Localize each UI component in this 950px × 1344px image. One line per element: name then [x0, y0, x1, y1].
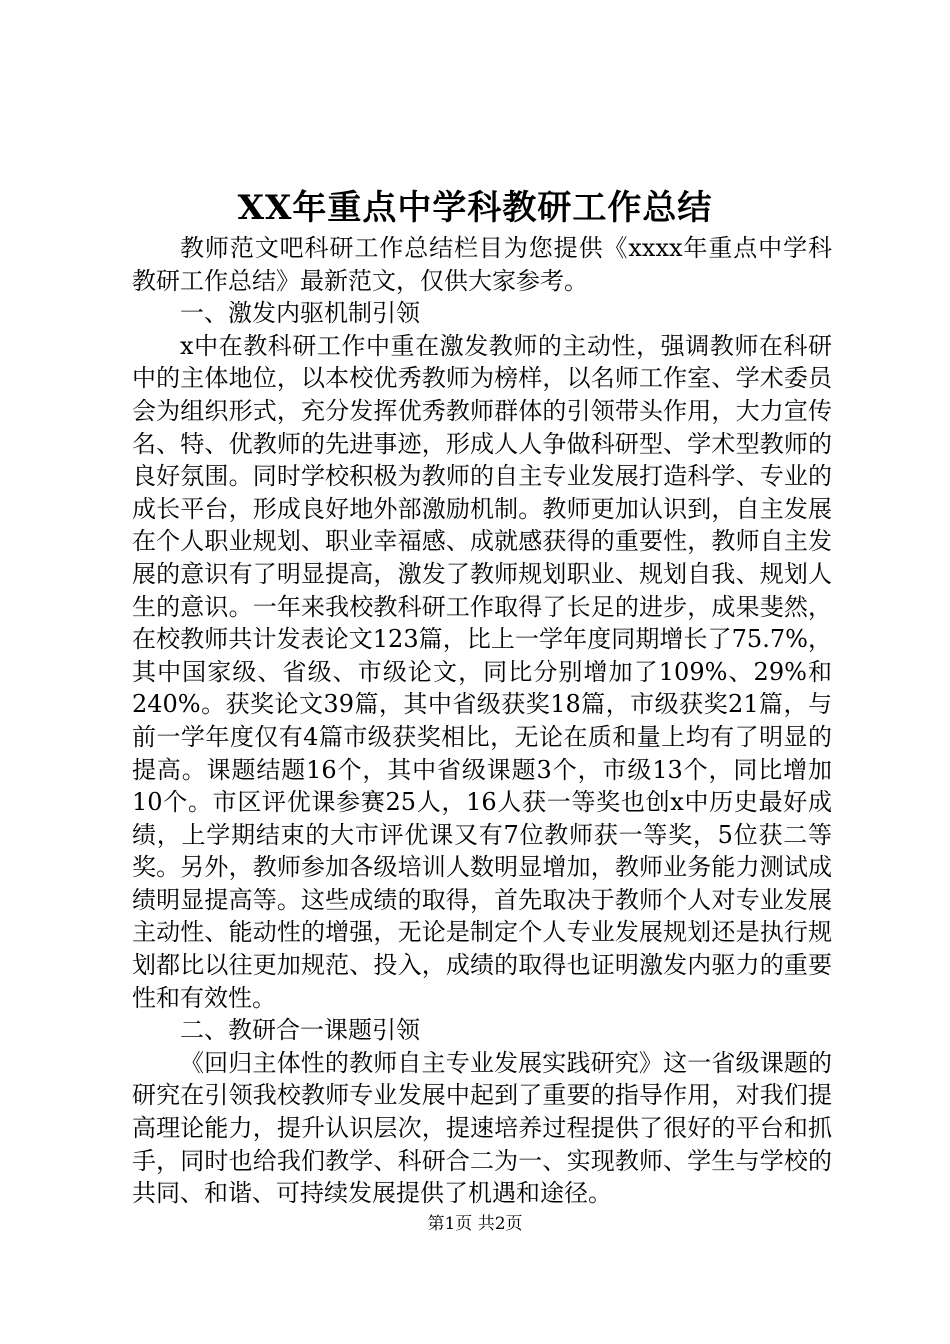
document-title: XX年重点中学科教研工作总结 [237, 188, 713, 228]
document-body [132, 232, 832, 1210]
intro-paragraph: 教师范文吧科研工作总结栏目为您提供《xxxx年重点中学科教研工作总结》最新范文，仅供大家参考。 [132, 234, 832, 295]
page-footer: 第1页 共2页 [427, 1214, 523, 1234]
section-1-paragraph: x中在教科研工作中重在激发教师的主动性，强调教师在科研中的主体地位，以本校优秀教师为榜样，以名师工作室、学术委员会为组织形式，充分发挥优秀教师群体的引领带头作用，大力宣传名、特、优教师的先进事迹，形成人人争做科研型、学术型教师的良好氛围。同时学校积极为教师的自主专业发展打造科学、专业的成长平台，形成良好地外部激励机制。教师更加认识到，自主发展在个人职业规划、职业幸福感、成就感获得的重要性，教师自主发展的意识有了明显提高，激发了教师规划职业、规划自我、规划人生的意识。一年来我校教科研工作取得了长足的进步，成果斐然，在校教师共计发表论文123篇，比上一学年度同期增长了75.7%，其中国家级、省级、市级论文，同比分别增加了109%、29%和240%。获奖论文39篇，其中省级获奖18篇，市级获奖21篇，与前一学年度仅有4篇市级获奖相比，无论在质和量上均有了明显的提高。课题结题16个，其中省级课题3个，市级13个，同比增加10个。市区评优课参赛25人，16人获一等奖也创x中历史最好成绩，上学期结束的大市评优课又有7位教师获一等奖，5位获二等奖。另外，教师参加各级培训人数明显增加，教师业务能力测试成绩明显提高等。这些成绩的取得，首先取决于教师个人对专业发展主动性、能动性的增强，无论是制定个人专业发展规划还是执行规划都比以往更加规范、投入，成绩的取得也证明激发内驱力的重要性和有效性。 [132, 331, 832, 1012]
section-2-paragraph: 《回归主体性的教师自主专业发展实践研究》这一省级课题的研究在引领我校教师专业发展中起到了重要的指导作用，对我们提高理论能力，提升认识层次，提速培养过程提供了很好的平台和抓手，同时也给我们教学、科研合二为一、实现教师、学生与学校的共同、和谐、可持续发展提供了机遇和途径。 [132, 1048, 832, 1208]
section-heading-1: 一、激发内驱机制引领 [180, 299, 420, 328]
section-heading-2: 二、教研合一课题引领 [180, 1016, 420, 1045]
